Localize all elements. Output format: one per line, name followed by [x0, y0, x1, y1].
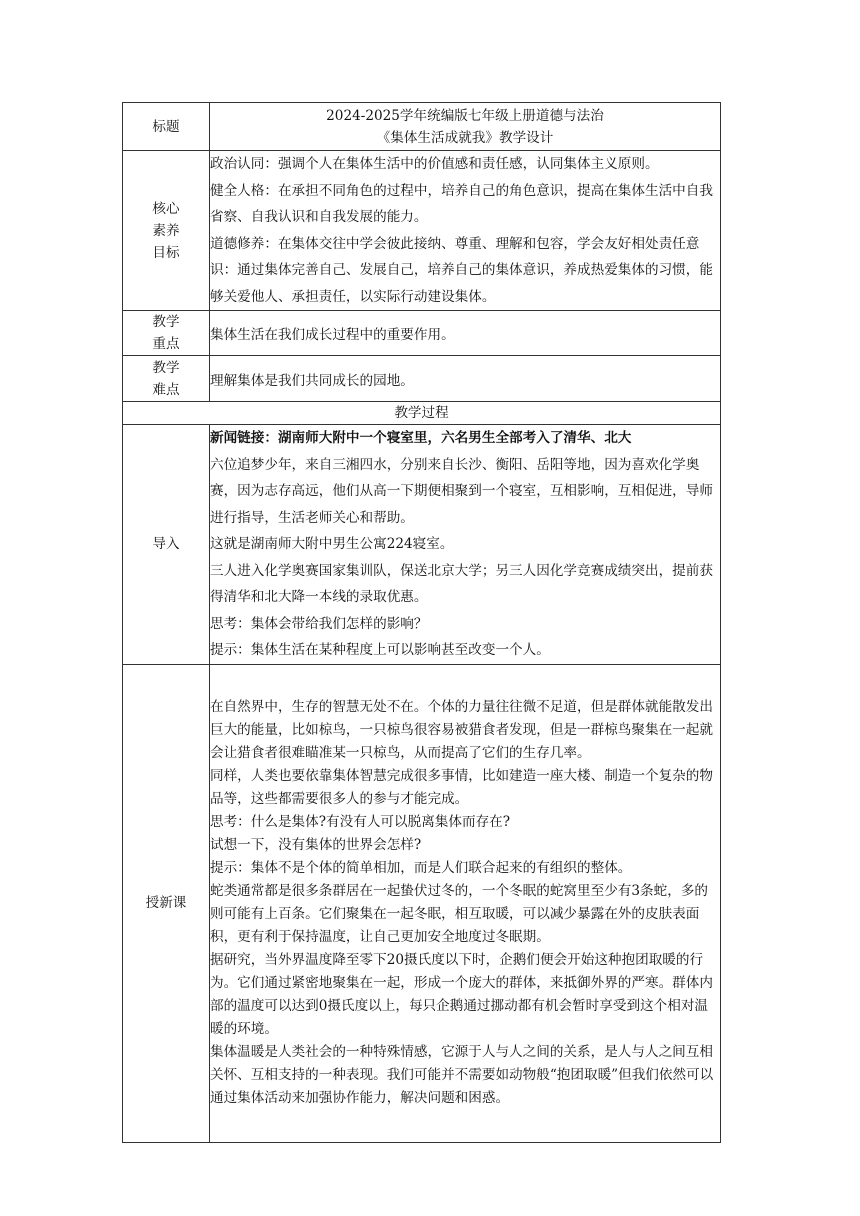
goals-row [123, 151, 721, 311]
lesson-label: 授新课 [123, 664, 210, 1142]
news-headline: 新闻链接：湖南师大附中一个寝室里，六名男生全部考入了清华、北大 [210, 430, 632, 446]
title-row [123, 103, 721, 151]
intro-paragraph: 思考：集体会带给我们怎样的影响？ [210, 615, 428, 632]
difficulties-label: 教学 难点 [123, 356, 210, 402]
difficulties-content: 理解集体是我们共同成长的园地。 [210, 356, 721, 402]
lesson-content [210, 664, 721, 1142]
intro-paragraph: 这就是湖南师大附中男生公寓224寝室。 [210, 536, 454, 552]
intro-paragraph: 三人进入化学奥赛国家集训队，保送北京大学；另三人因化学竞赛成绩突出，提前获得清华和北大降一本线的录取优惠。 [210, 562, 713, 605]
key-points-row [123, 311, 721, 356]
goals-content [210, 151, 721, 311]
goal-paragraph: 政治认同：强调个人在集体生活中的价值感和责任感，认同集体主义原则。 [210, 156, 659, 172]
difficulties-row [123, 356, 721, 402]
intro-label: 导入 [123, 425, 210, 665]
lesson-plan-table [122, 102, 721, 1143]
title-line-2: 《集体生活成就我》教学设计 [376, 129, 554, 146]
title-line-1: 2024-2025学年统编版七年级上册道德与法治 [326, 107, 604, 124]
lesson-paragraph: 提示：集体不是个体的简单相加，而是人们联合起来的有组织的整体。 [210, 860, 632, 876]
lesson-paragraph: 思考：什么是集体?有没有人可以脱离集体而存在? [210, 814, 511, 830]
lesson-paragraph: 试想一下，没有集体的世界会怎样? [210, 837, 422, 853]
title-label: 标题 [123, 103, 210, 151]
key-points-label: 教学 重点 [123, 311, 210, 356]
key-points-content: 集体生活在我们成长过程中的重要作用。 [210, 311, 721, 356]
goals-label: 核心 素养 目标 [123, 151, 210, 311]
intro-content [210, 425, 721, 665]
document-title [210, 103, 721, 151]
lesson-paragraph: 在自然界中，生存的智慧无处不在。个体的力量往往微不足道，但是群体就能散发出巨大的能量，比如椋鸟，一只椋鸟很容易被猎食者发现，但是一群椋鸟聚集在一起就会让猎食者很难瞄准某一只椋鸟，从而提高了它们的生存几率。 [210, 699, 713, 761]
process-header-row [123, 402, 721, 425]
lesson-paragraph: 同样，人类也要依靠集体智慧完成很多事情，比如建造一座大楼、制造一个复杂的物品等，这些都需要很多人的参与才能完成。 [210, 768, 713, 807]
goal-paragraph: 健全人格：在承担不同角色的过程中，培养自己的角色意识，提高在集体生活中自我省察、自我认识和自我发展的能力。 [210, 182, 713, 225]
process-header: 教学过程 [123, 402, 721, 425]
lesson-row [123, 664, 721, 1142]
lesson-paragraph: 蛇类通常都是很多条群居在一起蛰伏过冬的，一个冬眠的蛇窝里至少有3条蛇，多的则可能有上百条。它们聚集在一起冬眠，相互取暖，可以减少暴露在外的皮肤表面积，更有利于保持温度，让自己更加安全地度过冬眠期。 [210, 883, 709, 945]
lesson-paragraph: 据研究，当外界温度降至零下20摄氏度以下时，企鹅们便会开始这种抱团取暖的行为。它们通过紧密地聚集在一起，形成一个庞大的群体，来抵御外界的严寒。群体内部的温度可以达到0摄氏度以上，每只企鹅通过挪动都有机会暂时享受到这个相对温暖的环境。 [210, 952, 713, 1037]
intro-paragraph: 提示：集体生活在某种程度上可以影响甚至改变一个人。 [210, 642, 550, 658]
lesson-paragraph: 集体温暖是人类社会的一种特殊情感，它源于人与人之间的关系，是人与人之间互相关怀、互相支持的一种表现。我们可能并不需要如动物般“抱团取暖”但我们依然可以通过集体活动来加强协作能力，解决问题和困惑。 [210, 1044, 714, 1106]
goal-paragraph: 道德修养：在集体交往中学会彼此接纳、尊重、理解和包容，学会友好相处责任意识：通过集体完善自己、发展自己，培养自己的集体意识，养成热爱集体的习惯，能够关爱他人、承担责任，以实际行动建设集体。 [210, 235, 713, 305]
intro-paragraph: 六位追梦少年，来自三湘四水，分别来自长沙、衡阳、岳阳等地，因为喜欢化学奥赛，因为志存高远，他们从高一下期便相聚到一个寝室，互相影响，互相促进，导师进行指导，生活老师关心和帮助。 [210, 456, 713, 526]
intro-row [123, 425, 721, 665]
